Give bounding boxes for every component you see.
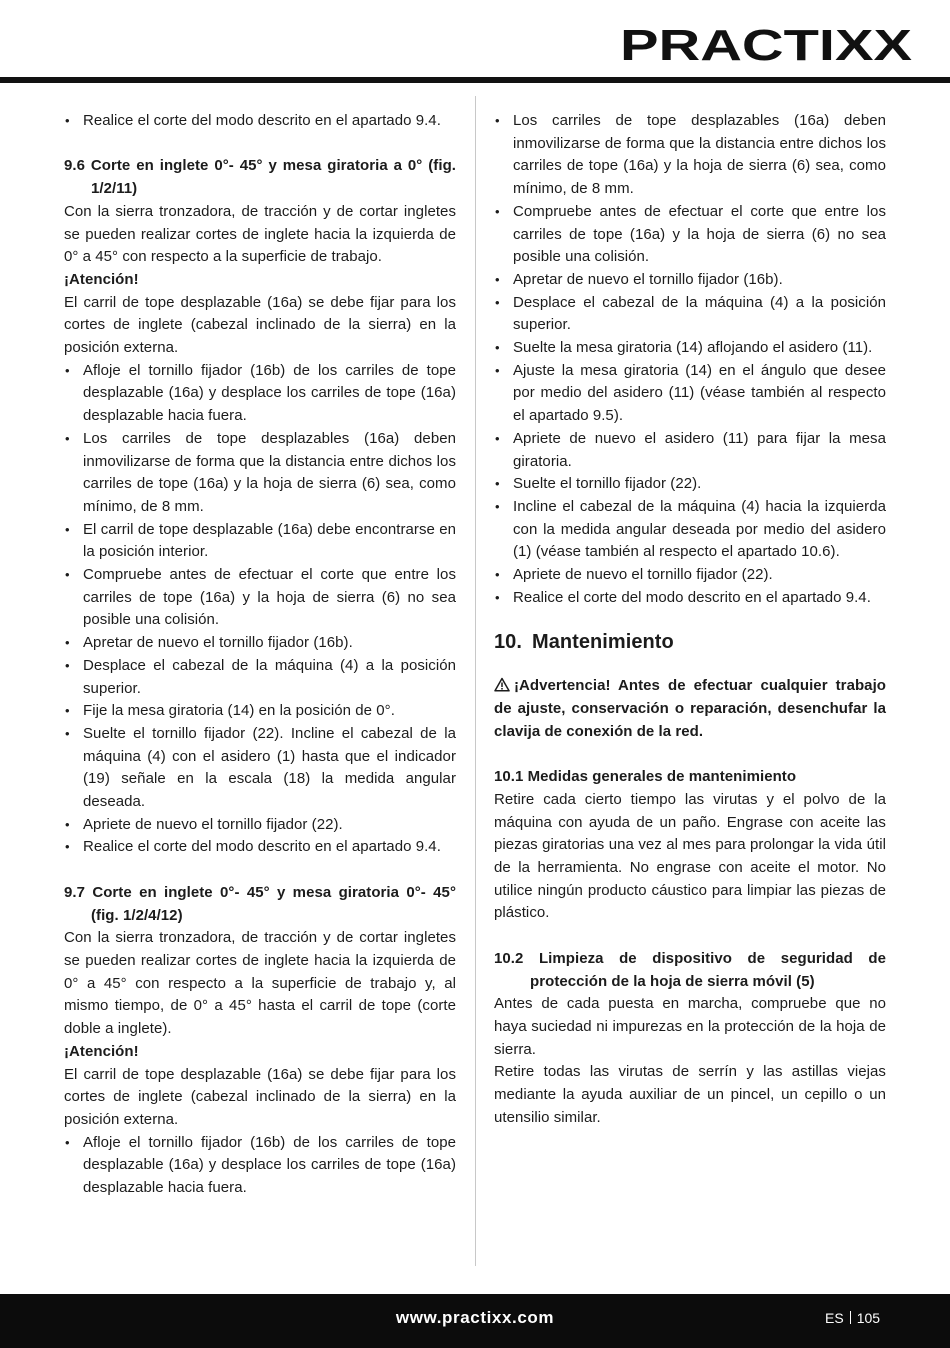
list-item: • Suelte la mesa giratoria (14) aflojando el asidero (11).: [494, 337, 886, 360]
footer-bar: [0, 1294, 950, 1348]
list-item: • Suelte el tornillo fijador (22).: [494, 473, 886, 496]
page-indicator: [825, 1310, 880, 1326]
list-item: • Afloje el tornillo fijador (16b) de los carriles de tope desplazable (16a) y desplace los carriles de tope (16a) desplazable hacia fuera.: [64, 1132, 456, 1200]
list-item: • Desplace el cabezal de la máquina (4) a la posición superior.: [494, 292, 886, 337]
left-column: [64, 110, 456, 1200]
language-code: ES: [825, 1310, 844, 1326]
website-link[interactable]: www.practixx.com: [395, 1308, 555, 1327]
section-heading-9-7: 9.7 Corte en inglete 0°- 45° y mesa giratoria 0°- 45° (fig. 1/2/4/12): [64, 883, 456, 924]
warning-notice: [494, 675, 886, 743]
warning-text: ¡Advertencia! Antes de efectuar cualquier trabajo de ajuste, conservación o reparación, desenchufar la clavija de conexión de la red.: [494, 677, 886, 740]
list-item: • Los carriles de tope desplazables (16a) deben inmovilizarse de forma que la distancia entre dichos los carriles de tope (16a) y la hoja de sierra (6) sea, como mínimo, de 8 mm.: [494, 110, 886, 201]
list-item: • Realice el corte del modo descrito en el apartado 9.4.: [64, 110, 456, 133]
warning-triangle-icon: [494, 677, 510, 692]
list-item: • Ajuste la mesa giratoria (14) en el ángulo que desee por medio del asidero (11) (véase también al respecto el apartado 9.5).: [494, 360, 886, 428]
paragraph: El carril de tope desplazable (16a) se debe fijar para los cortes de inglete (cabezal inclinado de la sierra) en la posición externa.: [64, 293, 456, 357]
attention-label: ¡Atención!: [64, 270, 139, 288]
list-item: • Afloje el tornillo fijador (16b) de los carriles de tope desplazable (16a) y desplace los carriles de tope (16a) desplazable hacia fuera.: [64, 360, 456, 428]
section-heading-10-2: 10.2 Limpieza de dispositivo de seguridad de protección de la hoja de sierra móvil (5): [494, 949, 886, 990]
list-item: • Realice el corte del modo descrito en el apartado 9.4.: [64, 836, 456, 859]
chapter-title: Mantenimiento: [532, 631, 674, 654]
section-heading-10-1: 10.1 Medidas generales de mantenimiento: [494, 768, 797, 786]
list-item: • Apretar de nuevo el tornillo fijador (16b).: [494, 269, 886, 292]
list-item: • Los carriles de tope desplazables (16a) deben inmovilizarse de forma que la distancia entre dichos los carriles de tope (16a) y la hoja de sierra (6) sea, como mínimo, de 8 mm.: [64, 428, 456, 519]
list-item: • Compruebe antes de efectuar el corte que entre los carriles de tope (16a) y la hoja de sierra (6) no sea posible una colisión.: [494, 201, 886, 269]
paragraph: Retire todas las virutas de serrín y las astillas viejas mediante la ayuda auxiliar de un pincel, un cepillo o un utensilio similar.: [494, 1063, 886, 1126]
list-item: • Realice el corte del modo descrito en el apartado 9.4.: [494, 587, 886, 610]
list-item: • Incline el cabezal de la máquina (4) hacia la izquierda con la medida angular deseada por medio del asidero (1) (véase también al respecto el apartado 10.6).: [494, 496, 886, 564]
bullet-list: [64, 110, 456, 133]
list-item: • Fije la mesa giratoria (14) en la posición de 0°.: [64, 700, 456, 723]
list-item: • Apriete de nuevo el tornillo fijador (22).: [64, 814, 456, 837]
section-heading-9-6: 9.6 Corte en inglete 0°- 45° y mesa giratoria a 0° (fig. 1/2/11): [64, 157, 456, 198]
list-item: • Apriete de nuevo el asidero (11) para fijar la mesa giratoria.: [494, 428, 886, 473]
list-item: • Compruebe antes de efectuar el corte que entre los carriles de tope (16a) y la hoja de sierra (6) no sea posible una colisión.: [64, 564, 456, 632]
bullet-list: [64, 360, 456, 859]
chapter-number: 10.: [494, 631, 522, 654]
list-item: • Apriete de nuevo el tornillo fijador (22).: [494, 564, 886, 587]
list-item: • Suelte el tornillo fijador (22). Incline el cabezal de la máquina (4) con el asidero (1) hasta que el indicador (19) señale en la escala (18) la medida angular deseada.: [64, 723, 456, 814]
chapter-heading-10: [494, 609, 886, 675]
list-item: • Desplace el cabezal de la máquina (4) a la posición superior.: [64, 655, 456, 700]
bullet-list: [64, 1132, 456, 1200]
attention-label: ¡Atención!: [64, 1042, 139, 1060]
svg-text:PRACTIXX: PRACTIXX: [620, 21, 912, 70]
page-number: 105: [856, 1310, 881, 1326]
right-column: [494, 110, 886, 1130]
paragraph: Antes de cada puesta en marcha, compruebe que no haya suciedad ni impurezas en la protección de la hoja de sierra.: [494, 995, 886, 1058]
paragraph: Con la sierra tronzadora, de tracción y de cortar ingletes se pueden realizar cortes de inglete hacia la izquierda de 0° a 45° con respecto a la superficie de trabajo y, al mismo tiempo, de 0° a 45° hasta el carril de tope (corte doble a inglete).: [64, 929, 456, 1038]
list-item: • Apretar de nuevo el tornillo fijador (16b).: [64, 632, 456, 655]
column-divider: [475, 96, 476, 1266]
paragraph: Retire cada cierto tiempo las virutas y el polvo de la máquina con ayuda de un paño. Engrase con aceite las piezas giratorias una vez al mes para prolongar la vida útil de la herramienta. No engrase con aceite el motor. No utilice ningún producto cáustico para limpiar las piezas de plástico.: [494, 790, 886, 922]
practixx-logo: [620, 14, 916, 76]
bullet-list: [494, 110, 886, 609]
paragraph: Con la sierra tronzadora, de tracción y de cortar ingletes se pueden realizar cortes de inglete hacia la izquierda de 0° a 45° con respecto a la superficie de trabajo.: [64, 202, 456, 266]
paragraph: El carril de tope desplazable (16a) se debe fijar para los cortes de inglete (cabezal inclinado de la sierra) en la posición externa.: [64, 1065, 456, 1128]
list-item: • El carril de tope desplazable (16a) debe encontrarse en la posición interior.: [64, 519, 456, 564]
header-rule: [0, 77, 950, 83]
